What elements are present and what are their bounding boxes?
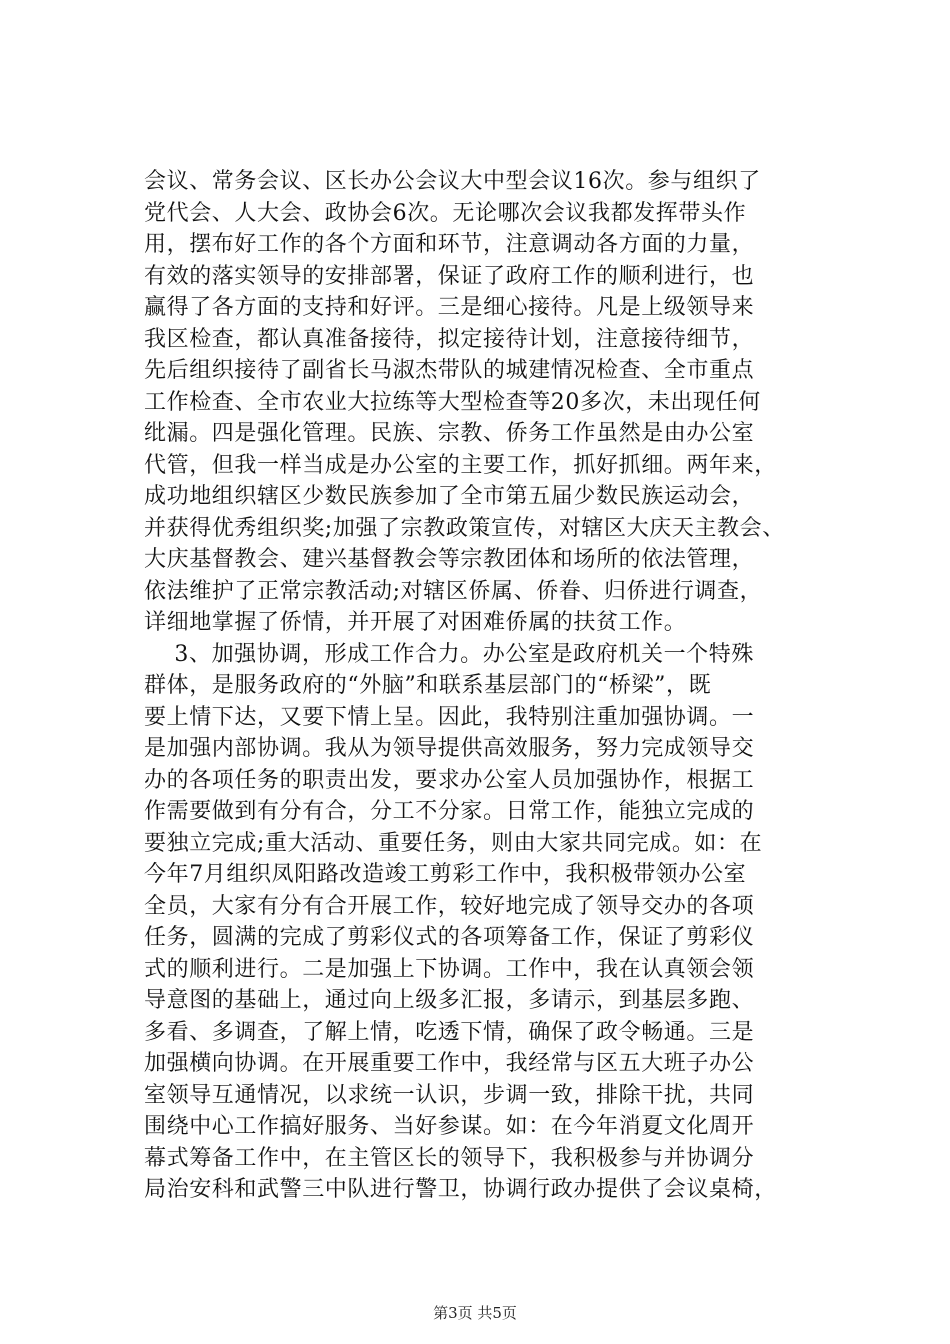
text-line: 详细地掌握了侨情，并开展了对困难侨属的扶贫工作。 <box>144 610 687 635</box>
text-line: 我区检查，都认真准备接待，拟定接待计划，注意接待细节， <box>144 326 755 352</box>
text-line: 党代会、人大会、政协会6次。无论哪次会议我都发挥带头作 <box>144 200 747 226</box>
paragraph-start-line: 3、加强协调，形成工作合力。办公室是政府机关一个特殊 <box>144 641 754 667</box>
text-line: 有效的落实领导的安排部署，保证了政府工作的顺利进行，也 <box>144 263 755 289</box>
text-line: 是加强内部协调。我从为领导提供高效服务，努力完成领导交 <box>144 736 755 761</box>
text-line: 大庆基督教会、建兴基督教会等宗教团体和场所的依法管理， <box>144 547 755 572</box>
text-line: 多看、多调查，了解上情，吃透下情，确保了政令畅通。三是 <box>144 1019 755 1045</box>
text-line: 导意图的基础上，通过向上级多汇报，多请示，到基层多跑、 <box>144 988 755 1013</box>
text-line: 赢得了各方面的支持和好评。三是细心接待。凡是上级领导来 <box>144 295 755 320</box>
text-line: 工作检查、全市农业大拉练等大型检查等20多次，未出现任何 <box>144 389 761 415</box>
text-line: 要上情下达，又要下情上呈。因此，我特别注重加强协调。一 <box>144 704 755 730</box>
text-line: 并获得优秀组织奖;加强了宗教政策宣传，对辖区大庆天主教会、 <box>144 515 785 541</box>
text-line: 代管，但我一样当成是办公室的主要工作，抓好抓细。两年来， <box>144 452 777 478</box>
text-line: 会议、常务会议、区长办公会议大中型会议16次。参与组织了 <box>144 169 761 194</box>
text-line: 用，摆布好工作的各个方面和环节，注意调动各方面的力量， <box>144 232 755 257</box>
text-line: 群体，是服务政府的“外脑”和联系基层部门的“桥梁”，既 <box>144 673 712 698</box>
text-line: 加强横向协调。在开展重要工作中，我经常与区五大班子办公 <box>144 1051 755 1076</box>
text-line: 室领导互通情况，以求统一认识，步调一致，排除干扰，共同 <box>144 1082 755 1108</box>
text-line: 依法维护了正常宗教活动;对辖区侨属、侨眷、归侨进行调查， <box>144 578 763 604</box>
text-line: 纰漏。四是强化管理。民族、宗教、侨务工作虽然是由办公室 <box>144 421 755 446</box>
document-body <box>144 166 834 1206</box>
text-line: 成功地组织辖区少数民族参加了全市第五届少数民族运动会， <box>144 484 755 509</box>
text-line: 全员，大家有分有合开展工作，较好地完成了领导交办的各项 <box>144 893 755 919</box>
text-line: 办的各项任务的职责出发，要求办公室人员加强协作，根据工 <box>144 767 755 793</box>
page-number-footer: 第3页 共5页 <box>433 1304 517 1322</box>
text-line: 幕式筹备工作中，在主管区长的领导下，我积极参与并协调分 <box>144 1145 755 1171</box>
text-line: 今年7月组织凤阳路改造竣工剪彩工作中，我积极带领办公室 <box>144 862 747 887</box>
text-line: 先后组织接待了副省长马淑杰带队的城建情况检查、全市重点 <box>144 358 755 383</box>
text-line: 作需要做到有分有合，分工不分家。日常工作，能独立完成的 <box>144 799 755 824</box>
text-line: 式的顺利进行。二是加强上下协调。工作中，我在认真领会领 <box>144 956 755 982</box>
text-line: 围绕中心工作搞好服务、当好参谋。如：在今年消夏文化周开 <box>144 1114 755 1139</box>
text-line: 要独立完成;重大活动、重要任务，则由大家共同完成。如：在 <box>144 830 763 856</box>
text-line: 任务，圆满的完成了剪彩仪式的各项筹备工作，保证了剪彩仪 <box>144 925 755 950</box>
text-line: 局治安科和武警三中队进行警卫，协调行政办提供了会议桌椅， <box>144 1177 777 1202</box>
